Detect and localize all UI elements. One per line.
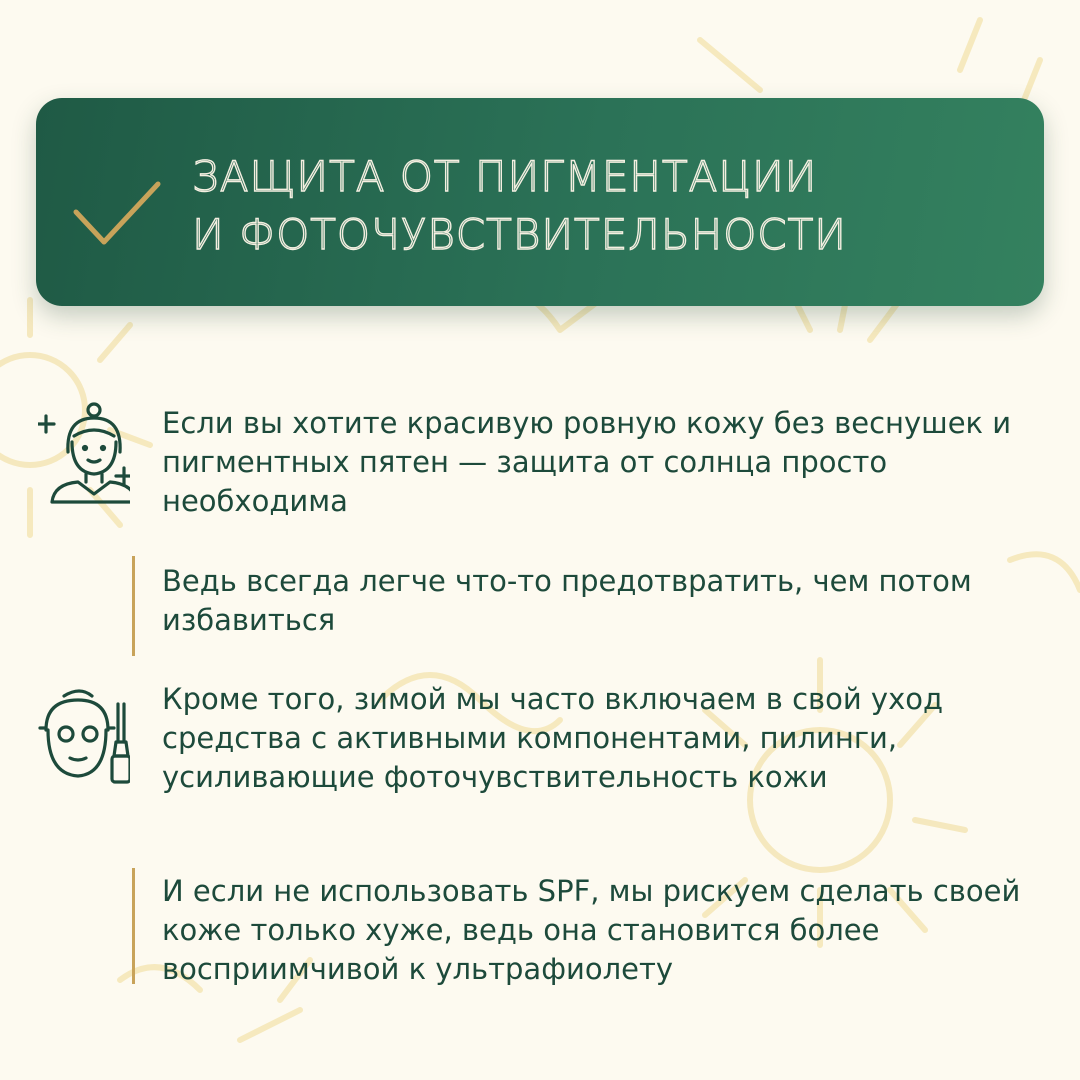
- item-text-4: И если не использовать SPF, мы рискуем сделать своей коже только хуже, ведь она становится более восприимчивой к ультрафиолету: [162, 874, 1021, 986]
- item-text-2: Ведь всегда легче что-то предотвратить, чем потом избавиться: [162, 564, 972, 637]
- title-line-2: И ФОТОЧУВСТВИТЕЛЬНОСТИ: [192, 210, 847, 259]
- item-text-3: Кроме того, зимой мы часто включаем в свой уход средства с активными компонентами, пилинги, усиливающие фоточувствительность кожи: [162, 682, 944, 794]
- divider-bar: [132, 868, 135, 984]
- title-line-1: ЗАЩИТА ОТ ПИГМЕНТАЦИИ: [192, 152, 818, 201]
- page-title: [192, 148, 1032, 264]
- woman-sparkles-icon: [38, 402, 130, 504]
- face-mask-icon: [36, 684, 130, 784]
- checkmark-icon: [70, 178, 162, 248]
- item-text-1: Если вы хотите красивую ровную кожу без веснушек и пигментных пятен — защита от солнца просто необходима: [162, 406, 1012, 518]
- divider-bar: [132, 556, 135, 656]
